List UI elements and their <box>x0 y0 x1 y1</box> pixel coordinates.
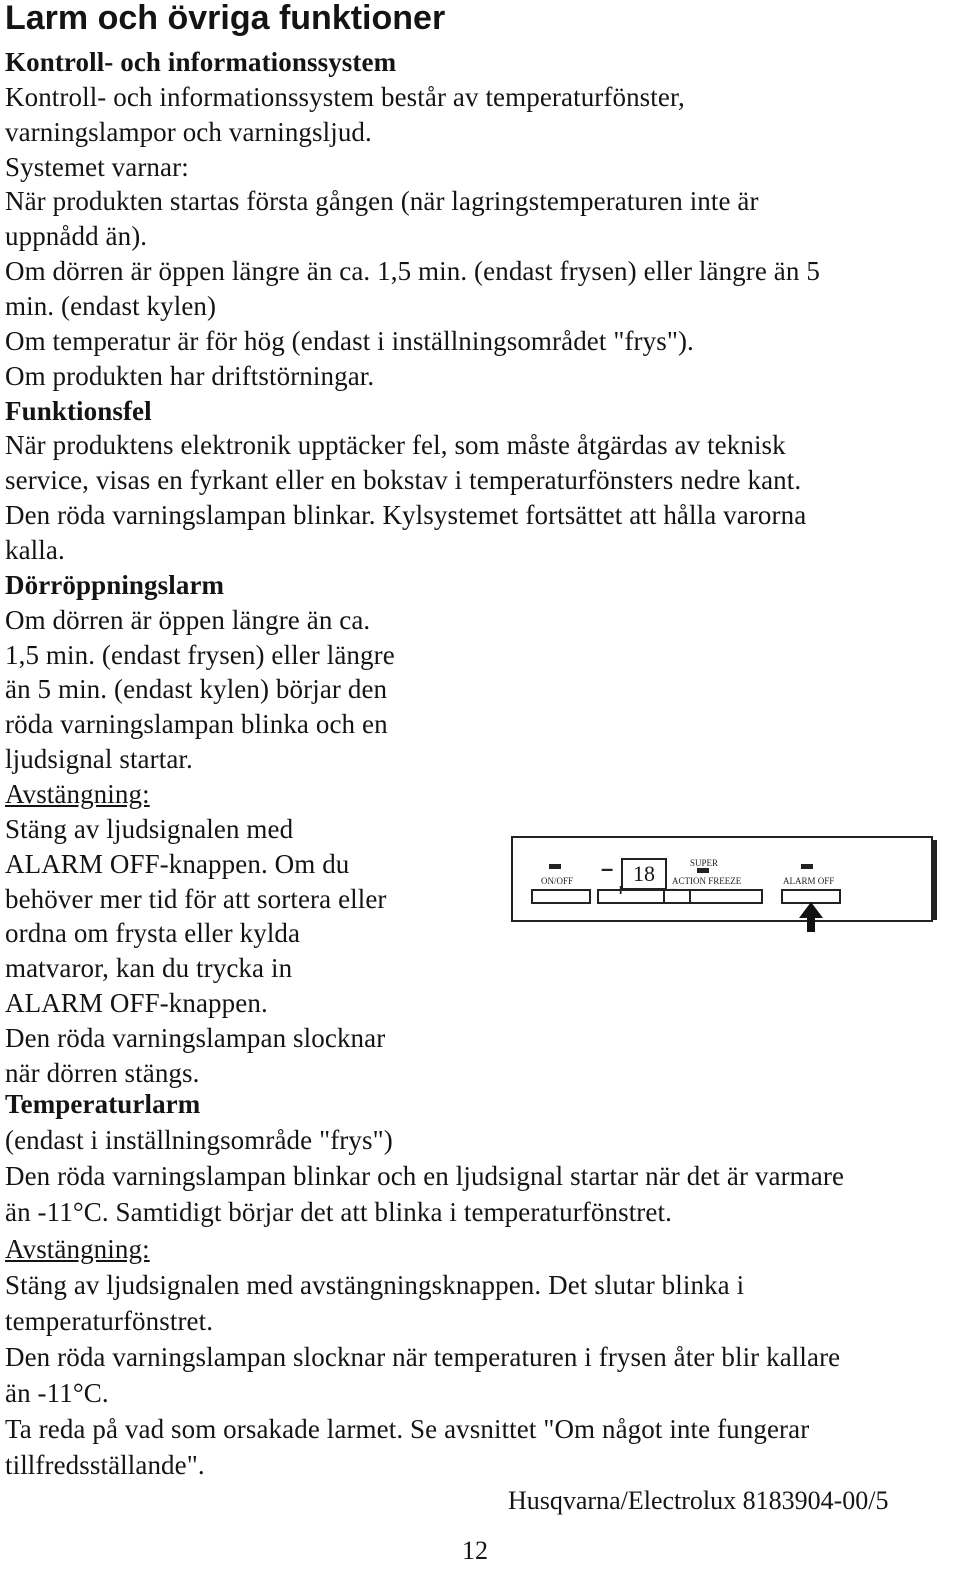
text-line: än 5 min. (endast kylen) börjar den <box>5 674 388 704</box>
page-title: Larm och övriga funktioner <box>5 0 446 37</box>
action-freeze-label: ACTION FREEZE <box>672 876 742 886</box>
section-heading-door-alarm: Dörröppningslarm <box>5 570 225 600</box>
text-line: Systemet varnar: <box>5 152 189 182</box>
text-line: tillfredsställande". <box>5 1450 205 1480</box>
text-line: ljudsignal startar. <box>5 744 193 774</box>
alarm-lamp-icon <box>801 864 813 869</box>
text-line: service, visas en fyrkant eller en bokstav i temperaturfönsters nedre kant. <box>5 465 802 495</box>
text-line: Om dörren är öppen längre än ca. 1,5 min. (endast frysen) eller längre än 5 <box>5 256 820 286</box>
text-line: Stäng av ljudsignalen med avstängningsknappen. Det slutar blinka i <box>5 1270 745 1300</box>
text-line: uppnådd än). <box>5 221 148 251</box>
section-heading-temperature-alarm: Temperaturlarm <box>5 1089 201 1119</box>
text-line: matvaror, kan du trycka in <box>5 953 293 983</box>
minus-sign: – <box>601 856 614 881</box>
text-line: (endast i inställningsområde "frys") <box>5 1125 393 1155</box>
text-line: kalla. <box>5 535 65 565</box>
text-line: ALARM OFF-knappen. Om du <box>5 849 350 879</box>
text-line: temperaturfönstret. <box>5 1306 214 1336</box>
control-panel-illustration <box>511 836 933 922</box>
text-line: min. (endast kylen) <box>5 291 217 321</box>
footer-brand: Husqvarna/Electrolux 8183904-00/5 <box>508 1486 889 1515</box>
text-line: när dörren stängs. <box>5 1058 200 1088</box>
subheading-turn-off: Avstängning: <box>5 1234 150 1264</box>
text-line: varningslampor och varningsljud. <box>5 117 372 147</box>
section-heading-malfunction: Funktionsfel <box>5 396 152 426</box>
on-off-label: ON/OFF <box>541 876 574 886</box>
text-line: När produkten startas första gången (när lagringstemperaturen inte är <box>5 186 759 216</box>
text-line: röda varningslampan blinka och en <box>5 709 388 739</box>
temperature-up-button <box>597 889 665 904</box>
text-line: Den röda varningslampan slocknar <box>5 1023 386 1053</box>
section-heading-control-system: Kontroll- och informationssystem <box>5 47 397 77</box>
page-number: 12 <box>462 1536 488 1565</box>
text-line: 1,5 min. (endast frysen) eller längre <box>5 640 395 670</box>
text-line: Den röda varningslampan blinkar och en ljudsignal startar när det är varmare <box>5 1161 845 1191</box>
text-line: Den röda varningslampan blinkar. Kylsystemet fortsättet att hålla varorna <box>5 500 807 530</box>
temperature-display: 18 <box>621 858 667 890</box>
text-line: Ta reda på vad som orsakade larmet. Se avsnittet "Om något inte fungerar <box>5 1414 810 1444</box>
minus-sign-small: – <box>668 881 677 898</box>
subheading-turn-off: Avstängning: <box>5 779 150 809</box>
text-line: än -11°C. <box>5 1378 109 1408</box>
text-line: Kontroll- och informationssystem består av temperaturfönster, <box>5 82 685 112</box>
text-line: Om dörren är öppen längre än ca. <box>5 605 371 635</box>
action-freeze-lamp-icon <box>697 868 709 873</box>
arrow-up-icon <box>796 900 826 934</box>
text-line: än -11°C. Samtidigt börjar det att blinka i temperaturfönstret. <box>5 1197 672 1227</box>
alarm-off-label: ALARM OFF <box>783 876 835 886</box>
on-off-lamp-icon <box>549 864 561 869</box>
text-line: Om produkten har driftstörningar. <box>5 361 375 391</box>
text-line: ordna om frysta eller kylda <box>5 918 301 948</box>
text-line: ALARM OFF-knappen. <box>5 988 268 1018</box>
super-label: SUPER <box>690 858 719 868</box>
text-line: Stäng av ljudsignalen med <box>5 814 294 844</box>
text-line: Den röda varningslampan slocknar när temperaturen i frysen åter blir kallare <box>5 1342 841 1372</box>
action-freeze-button <box>689 889 763 904</box>
text-line: Om temperatur är för hög (endast i inställningsområdet "frys"). <box>5 326 694 356</box>
text-line: När produktens elektronik upptäcker fel, som måste åtgärdas av teknisk <box>5 430 786 460</box>
panel-shadow <box>933 840 937 920</box>
plus-sign: + <box>616 882 626 899</box>
text-line: behöver mer tid för att sortera eller <box>5 884 387 914</box>
on-off-button <box>531 889 591 904</box>
